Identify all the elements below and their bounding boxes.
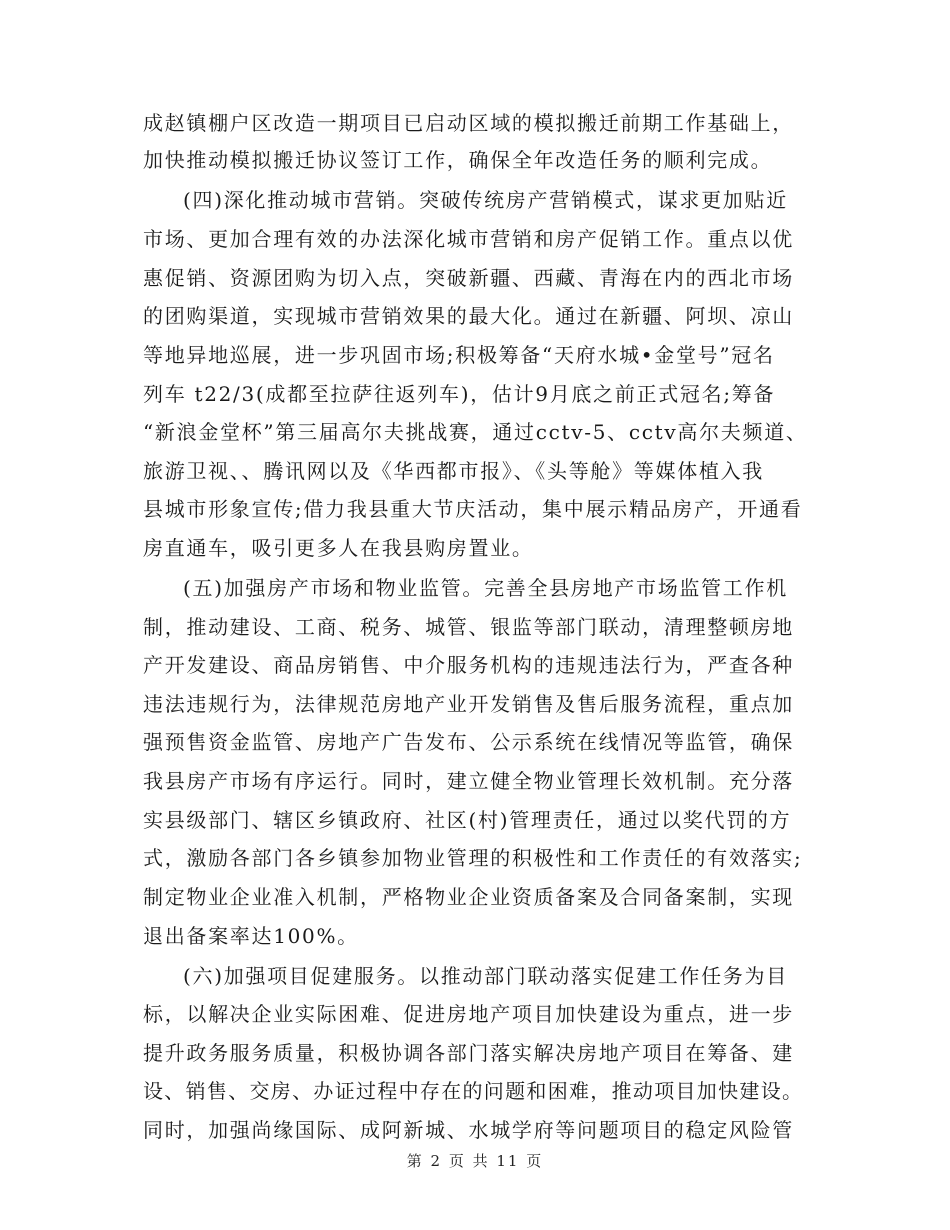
text-line: 惠促销、资源团购为切入点，突破新疆、西藏、青海在内的西北市场 (143, 266, 794, 290)
text-line: (四)深化推动城市营销。突破传统房产营销模式，谋求更加贴近 (183, 188, 788, 212)
text-line: 市场、更加合理有效的办法深化城市营销和房产促销工作。重点以优 (143, 227, 794, 251)
text-line: 制，推动建设、工商、税务、城管、银监等部门联动，清理整顿房地 (143, 615, 794, 639)
text-line: 县城市形象宣传;借力我县重大节庆活动，集中展示精品房产，开通看 (143, 497, 803, 521)
text-line: 实县级部门、辖区乡镇政府、社区(村)管理责任，通过以奖代罚的方 (143, 808, 792, 832)
text-line: 同时，加强尚缘国际、成阿新城、水城学府等问题项目的稳定风险管 (143, 1118, 794, 1142)
text-line: 房直通车，吸引更多人在我县购房置业。 (143, 536, 534, 560)
text-line: 制定物业企业准入机制，严格物业企业资质备案及合同备案制，实现 (143, 885, 794, 909)
text-line: 提升政务服务质量，积极协调各部门落实解决房地产项目在筹备、建 (143, 1041, 794, 1065)
text-line: 加快推动模拟搬迁协议签订工作，确保全年改造任务的顺利完成。 (143, 148, 773, 172)
text-line: 退出备案率达100%。 (143, 924, 359, 948)
text-line: 成赵镇棚户区改造一期项目已启动区域的模拟搬迁前期工作基础上， (143, 111, 794, 135)
text-line: 标，以解决企业实际困难、促进房地产项目加快建设为重点，进一步 (143, 1002, 794, 1026)
text-line: “新浪金堂杯”第三届高尔夫挑战赛，通过cctv-5、cctv高尔夫频道、 (143, 420, 808, 444)
text-line: 的团购渠道，实现城市营销效果的最大化。通过在新疆、阿坝、凉山 (143, 304, 794, 328)
text-line: 我县房产市场有序运行。同时，建立健全物业管理长效机制。充分落 (143, 769, 794, 793)
text-line: 等地异地巡展，进一步巩固市场;积极筹备“天府水城•金堂号”冠名 (143, 343, 775, 367)
text-line: 列车 t22/3(成都至拉萨往返列车)，估计9月底之前正式冠名;筹备 (143, 382, 776, 406)
text-line: 旅游卫视、、腾讯网以及《华西都市报》、《头等舱》等媒体植入我 (143, 459, 764, 483)
text-line: 违法违规行为，法律规范房地产业开发销售及售后服务流程，重点加 (143, 692, 794, 716)
text-line: (五)加强房产市场和物业监管。完善全县房地产市场监管工作机 (183, 576, 788, 600)
text-line: 式，激励各部门各乡镇参加物业管理的积极性和工作责任的有效落实; (143, 846, 803, 870)
page-footer: 第 2 页 共 11 页 (406, 1152, 544, 1170)
text-line: 强预售资金监管、房地产广告发布、公示系统在线情况等监管，确保 (143, 730, 794, 754)
text-line: (六)加强项目促建服务。以推动部门联动落实促建工作任务为目 (183, 964, 788, 988)
text-line: 设、销售、交房、办证过程中存在的问题和困难，推动项目加快建设。 (143, 1079, 804, 1103)
text-line: 产开发建设、商品房销售、中介服务机构的违规违法行为，严查各种 (143, 653, 794, 677)
